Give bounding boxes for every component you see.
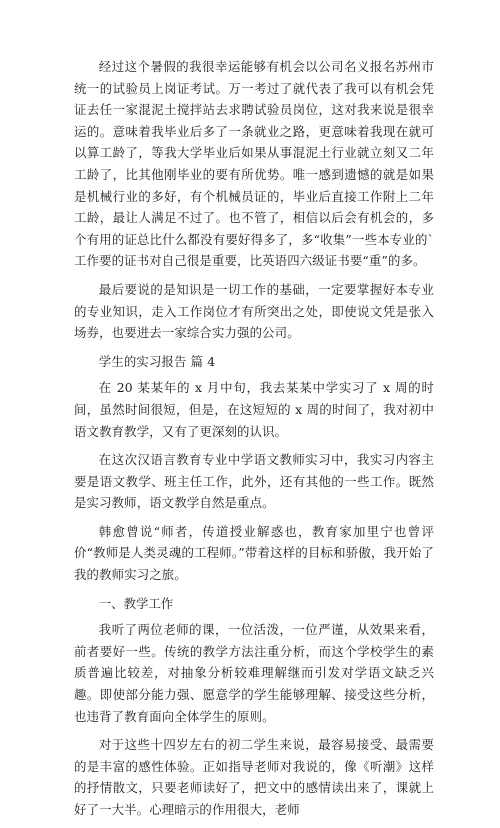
document-body xyxy=(74,56,434,828)
paragraph-han-yu-quote: 韩愈曾说“师者，传道授业解惑也，教育家加里宁也曾评价“教师是人类灵魂的工程师。”带着这样的目标和骄傲，我开始了我的教师实习之旅。 xyxy=(74,523,434,583)
paragraph-observed-classes: 我听了两位老师的课，一位活泼，一位严谨，从效果来看，前者要好一些。传统的教学方法注重分析，而这个学校学生的素质普遍比较差，对抽象分析较难理解继而引发对学语文缺乏兴趣。即使部分能力强、愿意学的学生能够理解、接受这些分析，也违背了教育面向全体学生的原则。 xyxy=(74,622,434,724)
paragraph-exam-certificate: 经过这个暑假的我很幸运能够有机会以公司名义报名苏州市统一的试验员上岗证考试。万一考过了就代表了我可以有机会凭证去任一家混泥土搅拌站去求聘试验员岗位，这对我来说是很幸运的。意味着我毕业后多了一条就业之路，更意味着我现在就可以算工龄了，等我大学毕业后如果从事混泥土行业就立刻又二年工龄了，比其他刚毕业的要有所优势。唯一感到遗憾的就是如果是机械行业的多好，有个机械员证的，毕业后直接工作附上二年工龄，最让人满足不过了。也不管了，相信以后会有机会的，多个有用的证总比什么都没有要好得多了，多“收集”一些本专业的`工作要的证书对自己很是重要，比英语四六级证书要“重”的多。 xyxy=(74,59,434,269)
paragraph-knowledge-foundation: 最后要说的是知识是一切工作的基础，一定要掌握好本专业的专业知识，走入工作岗位才有所突出之处，即使说文凭是张入场券，也要进去一家综合实力强的公司。 xyxy=(74,281,434,341)
paragraph-perceptual-experience: 对于这些十四岁左右的初二学生来说，最容易接受、最需要的是丰富的感性体验。正如指导老师对我说的，像《听潮》这样的抒情散文，只要老师读好了，把文中的感情读出来了，课就上好了一大半。心理暗示的作用很大，老师 xyxy=(74,737,434,817)
paragraph-internship-content: 在这次汉语言教育专业中学语文教师实习中，我实习内容主要是语文教学、班主任工作，此外，还有其他的一些工作。既然是实习教师，语文教学自然是重点。 xyxy=(74,452,434,511)
paragraph-internship-intro: 在 20 某某年的 x 月中旬，我去某某中学实习了 x 周的时间，虽然时间很短，但是，在这短短的 x 周的时间了，我对初中语文教育教学，又有了更深刻的认识。 xyxy=(74,380,434,439)
subsection-heading: 一、教学工作 xyxy=(98,595,174,611)
section-heading: 学生的实习报告 篇 4 xyxy=(98,353,216,369)
